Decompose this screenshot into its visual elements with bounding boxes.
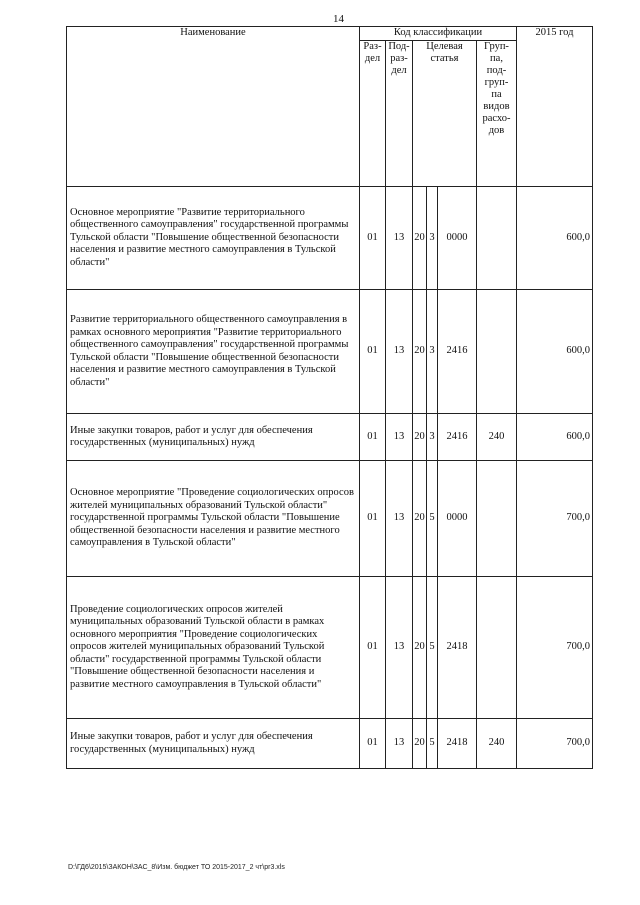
row-amount: 700,0 [517,719,593,769]
row-razdel: 01 [360,290,386,414]
table-row [67,187,593,290]
row-podrazdel: 13 [386,719,413,769]
row-razdel: 01 [360,719,386,769]
header-razdel: Раз- дел [360,41,386,187]
row-vid-rashodov [477,577,517,719]
row-tselevaya-3: 0000 [438,461,477,577]
budget-table [66,26,593,769]
row-tselevaya-2: 3 [427,187,438,290]
row-name: Развитие территориального общественного самоуправления в рамках основного мероприятия "Развитие территориального общественного самоуправления" государственной программы Тульской области "Повышение общественной безопасности населения и развитие местного самоуправления в Тульской области" [67,290,360,414]
row-name: Иные закупки товаров, работ и услуг для обеспечения государственных (муниципальных) нужд [67,414,360,461]
row-razdel: 01 [360,461,386,577]
header-code-group: Код классификации [360,27,517,41]
row-amount: 700,0 [517,461,593,577]
row-vid-rashodov [477,290,517,414]
header-gruppa: Груп- па, под- груп- па видов расхо- дов [477,41,517,187]
header-tselevaya: Целевая статья [413,41,477,187]
row-razdel: 01 [360,187,386,290]
row-razdel: 01 [360,577,386,719]
row-tselevaya-1: 20 [413,290,427,414]
row-tselevaya-2: 3 [427,414,438,461]
row-name: Иные закупки товаров, работ и услуг для обеспечения государственных (муниципальных) нужд [67,719,360,769]
row-tselevaya-2: 5 [427,719,438,769]
row-tselevaya-2: 5 [427,461,438,577]
row-amount: 700,0 [517,577,593,719]
table-row [67,461,593,577]
table-row [67,414,593,461]
row-tselevaya-1: 20 [413,461,427,577]
row-vid-rashodov [477,187,517,290]
row-tselevaya-1: 20 [413,577,427,719]
row-vid-rashodov: 240 [477,414,517,461]
header-podrazdel: Под- раз- дел [386,41,413,187]
row-razdel: 01 [360,414,386,461]
header-name: Наименование [67,27,360,187]
row-tselevaya-1: 20 [413,719,427,769]
page-number: 14 [333,13,344,25]
row-tselevaya-3: 0000 [438,187,477,290]
row-tselevaya-3: 2418 [438,577,477,719]
row-podrazdel: 13 [386,461,413,577]
row-tselevaya-2: 5 [427,577,438,719]
table-row [67,719,593,769]
row-amount: 600,0 [517,187,593,290]
row-amount: 600,0 [517,290,593,414]
row-amount: 600,0 [517,414,593,461]
row-tselevaya-2: 3 [427,290,438,414]
row-podrazdel: 13 [386,187,413,290]
row-name: Основное мероприятие "Проведение социологических опросов жителей муниципальных образований Тульской области" государственной программы Тульской области "Повышение общественной безопасности населения и развитие местного самоуправления в Тульской области" [67,461,360,577]
row-tselevaya-3: 2418 [438,719,477,769]
row-vid-rashodov: 240 [477,719,517,769]
row-podrazdel: 13 [386,577,413,719]
row-tselevaya-3: 2416 [438,414,477,461]
row-tselevaya-1: 20 [413,187,427,290]
file-path-footer: D:\ГД6\2015\ЗАКОН\ЗАС_8\Изм. бюджет ТО 2015-2017_2 чт\pr3.xls [68,864,285,871]
row-tselevaya-3: 2416 [438,290,477,414]
row-tselevaya-1: 20 [413,414,427,461]
row-name: Проведение социологических опросов жителей муниципальных образований Тульской области в рамках основного мероприятия "Проведение социологических опросов жителей муниципальных образований Тульской области" государственной программы Тульской области "Повышение общественной безопасности населения и развитие местного самоуправления в Тульской области" [67,577,360,719]
header-year: 2015 год [517,27,593,187]
row-name: Основное мероприятие "Развитие территориального общественного самоуправления" государственной программы Тульской области "Повышение общественной безопасности населения и развитие местного самоуправления в Тульской области" [67,187,360,290]
row-vid-rashodov [477,461,517,577]
row-podrazdel: 13 [386,290,413,414]
row-podrazdel: 13 [386,414,413,461]
table-row [67,290,593,414]
table-row [67,577,593,719]
